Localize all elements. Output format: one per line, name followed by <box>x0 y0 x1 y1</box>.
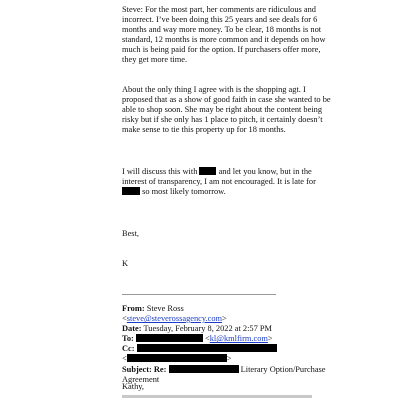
to-row <box>122 334 334 344</box>
subject-prefix: Re: <box>153 364 167 374</box>
from-name: Steve Ross <box>146 304 184 313</box>
redaction-block <box>199 167 216 175</box>
redaction-block <box>137 344 277 352</box>
from-row <box>122 304 334 314</box>
paragraph-3-part-a: I will discuss this with <box>122 167 198 176</box>
from-label: From: <box>122 304 145 313</box>
redaction-block <box>169 365 239 373</box>
paragraph-3-part-b: and let you know, but in the interest of transparency, I am not encouraged. It is late for <box>122 167 316 187</box>
to-label: To: <box>122 334 134 344</box>
redaction-block <box>122 187 140 195</box>
redaction-block <box>136 334 203 342</box>
paragraph-reply-1: Steve: For the most part, her comments are ridiculous and incorrect. I’ve been doing this 25 years and see deals for 6 months and way more money. To be clear, 18 months is not standard, 12 months is more common and it depends on how much is being paid for the option. If purchasers offer more, they get more time. <box>122 5 326 65</box>
from-email-link[interactable]: steve@steverossagency.com <box>126 314 223 324</box>
to-email-bracket-open: < <box>204 334 210 344</box>
date-label: Date: <box>122 324 142 334</box>
greeting-line: Kathy, <box>122 382 145 391</box>
closing-line: Best, <box>122 229 139 238</box>
cc-label: Cc: <box>122 344 135 354</box>
paragraph-reply-3 <box>122 167 334 197</box>
cc-email-row <box>122 354 334 364</box>
date-row <box>122 324 334 334</box>
cut-off-text-line <box>122 394 322 400</box>
from-email-bracket-close: > <box>222 314 227 324</box>
cc-row <box>122 344 334 354</box>
paragraph-3-part-c: so most likely tomorrow. <box>142 187 226 197</box>
signature-initial: K <box>122 259 129 268</box>
to-email-link[interactable]: kl@kmlfirm.com <box>209 334 268 344</box>
subject-text: Literary Option/Purchase Agreement <box>122 364 326 384</box>
paragraph-reply-2: About the only thing I agree with is the shopping agt. I proposed that as a show of good faith in case she wanted to be able to shop soon. She may be right about the content being risky but if she only has 1 place to pitch, it certainly doesn’t make sense to tie this property up for 18 months. <box>122 85 331 135</box>
from-email-bracket-open: < <box>122 314 127 324</box>
date-value: Tuesday, February 8, 2022 at 2:57 PM <box>143 324 272 334</box>
header-divider <box>122 294 276 295</box>
cc-bracket-open: < <box>122 354 127 364</box>
from-email-row <box>122 314 334 324</box>
cc-bracket-close: > <box>226 354 232 364</box>
redaction-block <box>127 354 227 362</box>
subject-label: Subject: <box>122 364 152 374</box>
to-email-bracket-close: > <box>267 334 273 344</box>
forwarded-email-header <box>122 304 334 385</box>
